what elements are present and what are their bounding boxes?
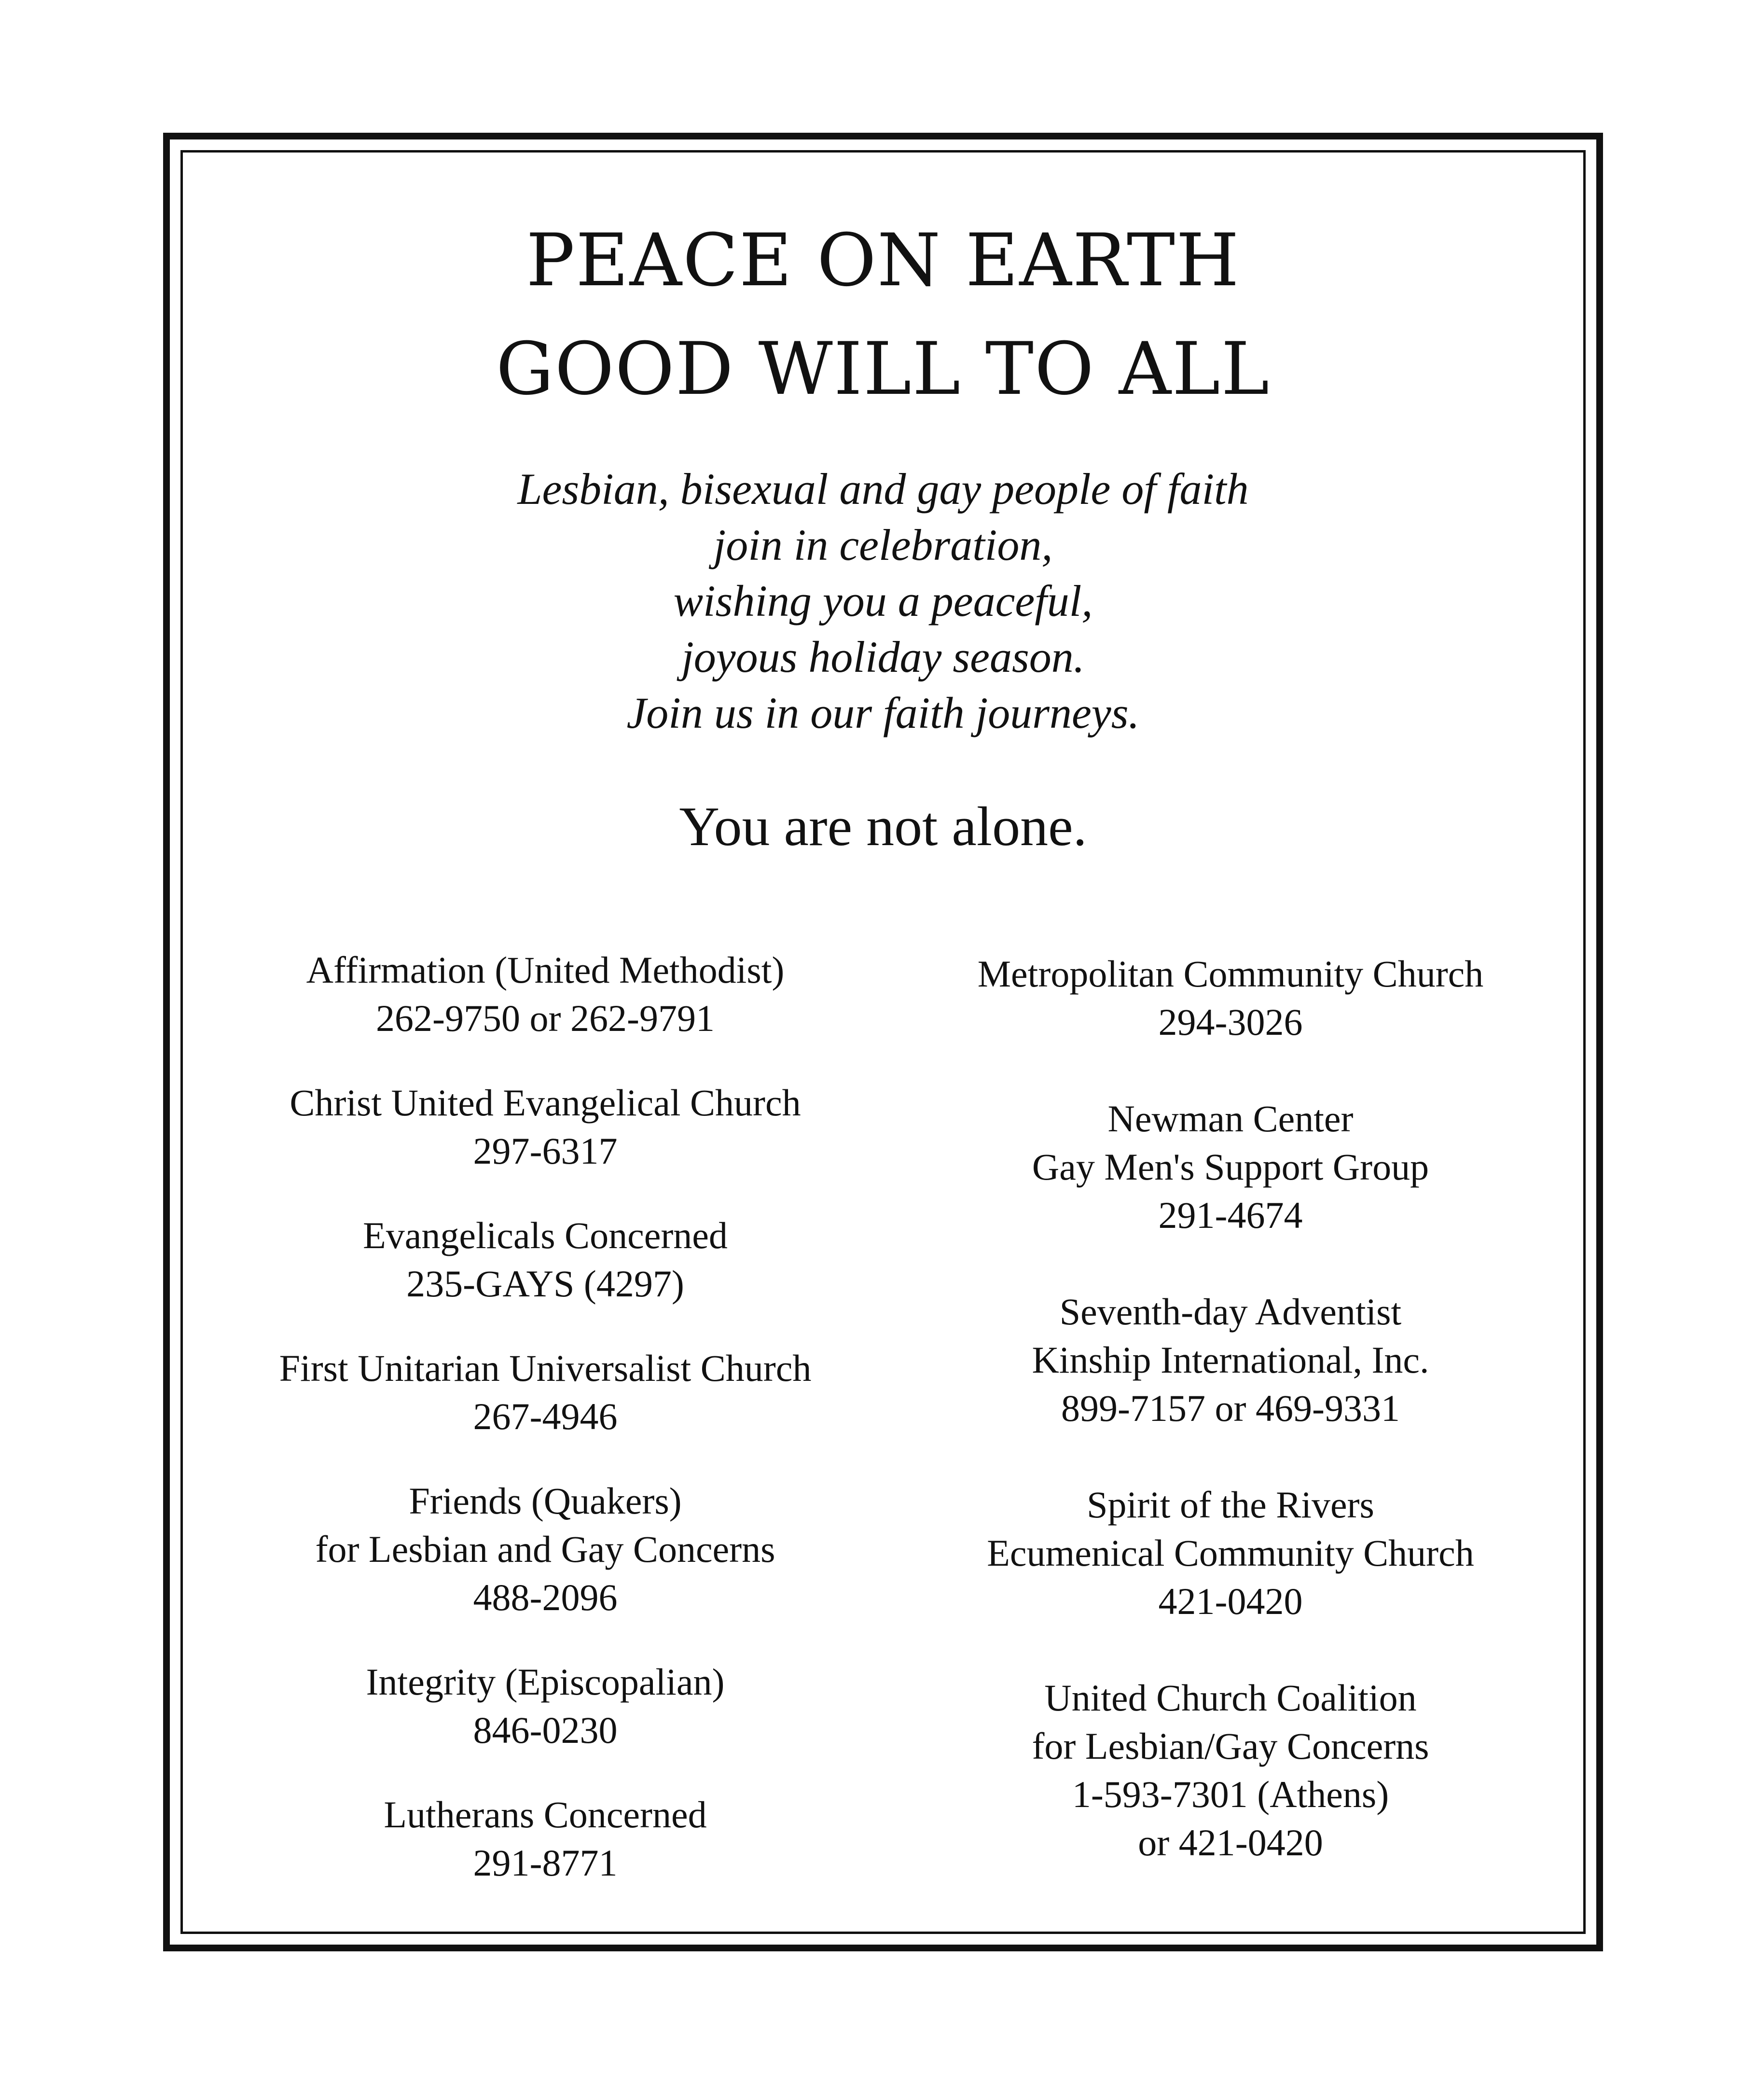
directory-entry xyxy=(893,1288,1568,1432)
entry-name: Newman Center xyxy=(1107,1098,1354,1140)
entry-phone-line-2: or 421-0420 xyxy=(1138,1822,1323,1864)
entry-phone: 421-0420 xyxy=(1158,1580,1303,1622)
directory-entry xyxy=(207,1658,883,1754)
entry-phone: 267-4946 xyxy=(473,1395,618,1437)
entry-name-line-2: Ecumenical Community Church xyxy=(987,1532,1474,1574)
entry-phone: 899-7157 or 469-9331 xyxy=(1061,1387,1400,1429)
right-directory-column xyxy=(893,950,1568,1867)
verse-line: joyous holiday season. xyxy=(681,632,1085,681)
entry-phone: 291-8771 xyxy=(473,1842,618,1884)
entry-name: Affirmation (United Methodist) xyxy=(306,949,785,991)
entry-name: Metropolitan Community Church xyxy=(977,953,1484,995)
entry-name-line-2: Kinship International, Inc. xyxy=(1032,1339,1429,1381)
verse-line: wishing you a peaceful, xyxy=(673,576,1093,626)
entry-name: Seventh-day Adventist xyxy=(1059,1291,1402,1333)
entry-name-line-2: for Lesbian and Gay Concerns xyxy=(315,1528,775,1570)
entry-name: First Unitarian Universalist Church xyxy=(279,1347,812,1389)
verse-block xyxy=(180,461,1586,741)
entry-name-line-2: for Lesbian/Gay Concerns xyxy=(1032,1725,1429,1767)
verse-line: join in celebration, xyxy=(713,520,1053,570)
directory-entry xyxy=(207,1211,883,1308)
entry-name: Lutherans Concerned xyxy=(384,1794,707,1836)
directory-entry xyxy=(893,1674,1568,1867)
headline-line-2: GOOD WILL TO ALL xyxy=(496,327,1271,411)
entry-phone: 291-4674 xyxy=(1158,1194,1303,1236)
entry-phone: 488-2096 xyxy=(473,1576,618,1618)
entry-name-line-2: Gay Men's Support Group xyxy=(1032,1146,1429,1188)
entry-phone: 297-6317 xyxy=(473,1130,618,1172)
directory-entry xyxy=(207,1344,883,1441)
entry-phone: 262-9750 or 262-9791 xyxy=(376,997,715,1039)
entry-phone: 294-3026 xyxy=(1158,1001,1303,1043)
directory-entry xyxy=(893,1095,1568,1239)
entry-name: Friends (Quakers) xyxy=(409,1480,682,1522)
directory-entry xyxy=(893,1481,1568,1626)
headline-line-1: PEACE ON EARTH xyxy=(526,219,1240,303)
directory-entry xyxy=(207,946,883,1043)
directory-entry xyxy=(207,1791,883,1887)
directory-entry xyxy=(207,1477,883,1622)
entry-phone: 235-GAYS (4297) xyxy=(406,1263,684,1305)
entry-phone: 846-0230 xyxy=(473,1709,618,1751)
tagline: You are not alone. xyxy=(679,796,1087,858)
entry-name: Christ United Evangelical Church xyxy=(290,1082,801,1124)
entry-name: Spirit of the Rivers xyxy=(1087,1484,1374,1526)
verse-line: Lesbian, bisexual and gay people of faith xyxy=(517,464,1249,514)
entry-phone: 1-593-7301 (Athens) xyxy=(1072,1773,1389,1815)
directory-entry xyxy=(207,1079,883,1175)
entry-name: Evangelicals Concerned xyxy=(363,1214,728,1256)
left-directory-column xyxy=(207,946,883,1887)
entry-name: Integrity (Episcopalian) xyxy=(366,1661,725,1703)
verse-line: Join us in our faith journeys. xyxy=(626,688,1140,737)
entry-name: United Church Coalition xyxy=(1044,1677,1417,1719)
directory-entry xyxy=(893,950,1568,1046)
